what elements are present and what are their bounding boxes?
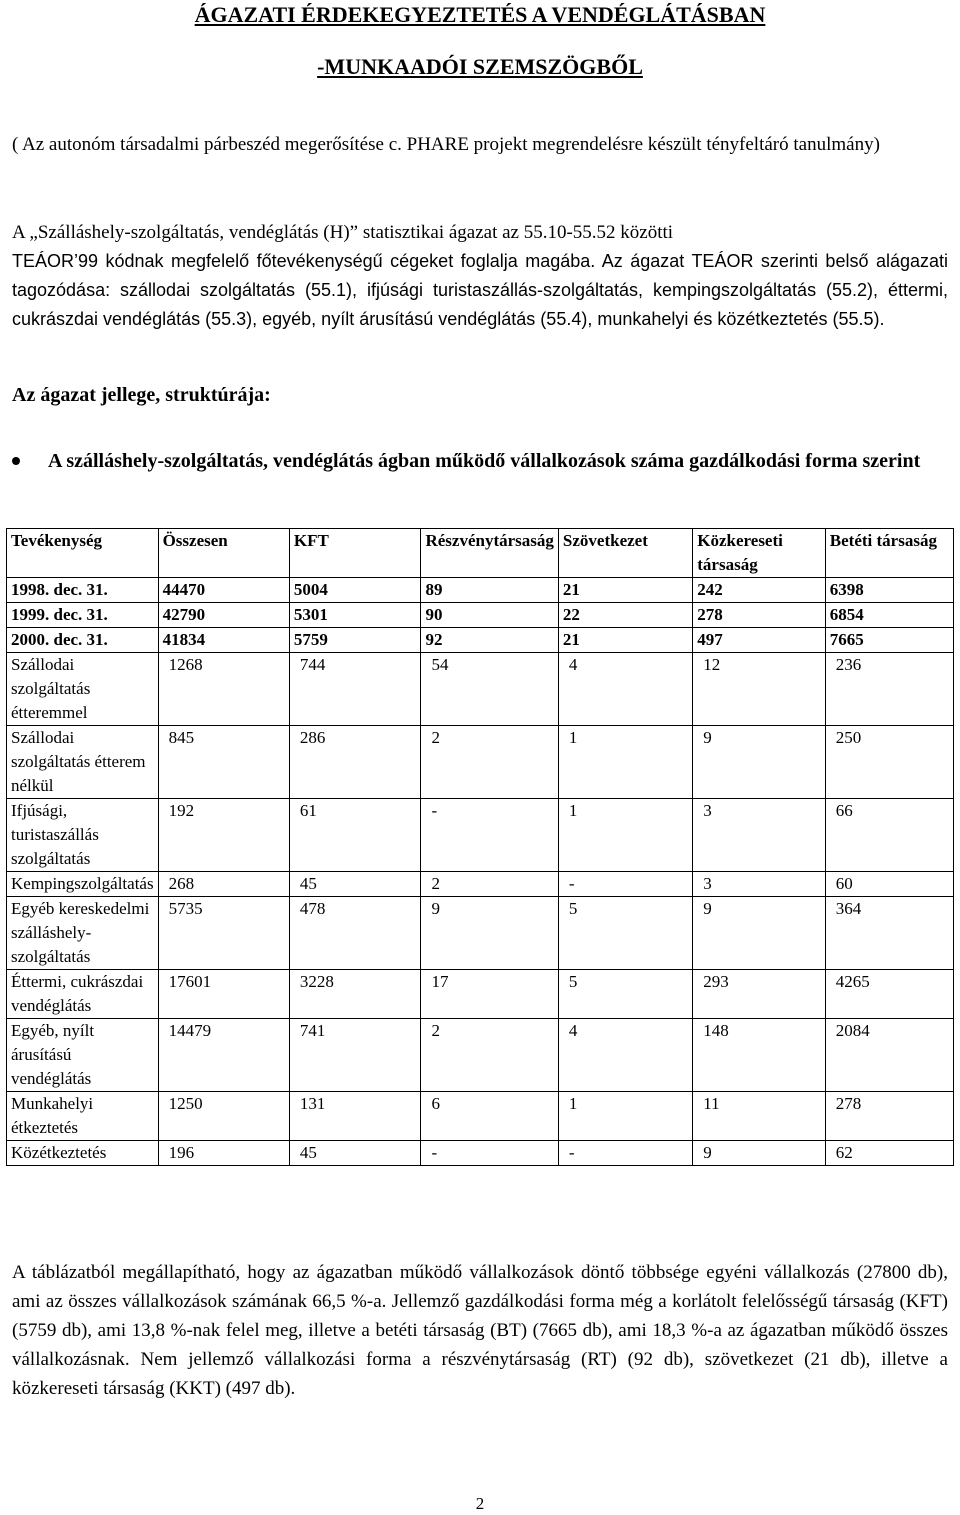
table-row [7, 653, 954, 726]
section-heading: Az ágazat jellege, struktúrája: [12, 384, 271, 406]
table-row [7, 726, 954, 799]
table-row [7, 578, 954, 603]
table-cell: 5004 [289, 578, 421, 603]
table-cell: 44470 [158, 578, 289, 603]
sector-paragraph-line1: A „Szálláshely-szolgáltatás, vendéglátás (H)” statisztikai ágazat az 55.10-55.52 közötti [12, 222, 674, 243]
row-label: 1999. dec. 31. [7, 603, 159, 628]
column-header: Részvénytársaság [421, 529, 558, 578]
table-cell: 6854 [825, 603, 953, 628]
row-label: Munkahelyi étkeztetés [7, 1092, 159, 1141]
document-title: ÁGAZATI ÉRDEKEGYEZTETÉS A VENDÉGLÁTÁSBAN [194, 2, 766, 27]
table-cell: 17 [421, 970, 558, 1019]
table-cell: 22 [558, 603, 692, 628]
row-label: Közétkeztetés [7, 1141, 159, 1166]
table-cell: 2084 [825, 1019, 953, 1092]
table-cell: 196 [158, 1141, 289, 1166]
table-cell: 131 [289, 1092, 421, 1141]
table-cell: 148 [693, 1019, 826, 1092]
table-cell: 278 [693, 603, 826, 628]
sector-paragraph: TEÁOR’99 kódnak megfelelő főtevékenységű cégeket foglalja magába. Az ágazat TEÁOR szerinti belső alágazati tagozódása: szállodai szolgáltatás (55.1), ifjúsági turistaszállás-szolgáltatás, kempingszolgáltatás (55.2), éttermi, cukrászdai vendéglátás (55.3), egyéb, nyílt árusítású vendéglátás (55.4), munkahelyi és közétkeztetés (55.5). [12, 251, 948, 329]
table-cell: 9 [693, 897, 826, 970]
row-label: Ifjúsági, turistaszállás szolgáltatás [7, 799, 159, 872]
table-cell: 268 [158, 872, 289, 897]
table-row [7, 970, 954, 1019]
table-header-row [7, 529, 954, 578]
table-cell: 3 [693, 872, 826, 897]
table-cell: 364 [825, 897, 953, 970]
table-cell: 1 [558, 799, 692, 872]
table-cell: 478 [289, 897, 421, 970]
column-header: Tevékenység [7, 529, 159, 578]
table-cell: - [421, 799, 558, 872]
intro-paragraph: ( Az autonóm társadalmi párbeszéd megerősítése c. PHARE projekt megrendelésre készült tényfeltáró tanulmány) [12, 134, 880, 155]
table-cell: 286 [289, 726, 421, 799]
table-cell: 89 [421, 578, 558, 603]
table-cell: 6398 [825, 578, 953, 603]
table-row [7, 628, 954, 653]
table-cell: - [558, 872, 692, 897]
document-subtitle: -MUNKAADÓI SZEMSZÖGBŐL [317, 54, 643, 79]
table-row [7, 1019, 954, 1092]
column-header: Szövetkezet [558, 529, 692, 578]
table-cell: 60 [825, 872, 953, 897]
column-header: Összesen [158, 529, 289, 578]
table-row [7, 1092, 954, 1141]
table-cell: 45 [289, 872, 421, 897]
table-cell: 42790 [158, 603, 289, 628]
table-cell: 17601 [158, 970, 289, 1019]
row-label: Egyéb kereskedelmi szálláshely-szolgáltatás [7, 897, 159, 970]
table-cell: 62 [825, 1141, 953, 1166]
table-cell: 21 [558, 628, 692, 653]
table-cell: 45 [289, 1141, 421, 1166]
table-cell: 12 [693, 653, 826, 726]
table-row [7, 897, 954, 970]
row-label: Szállodai szolgáltatás étterem nélkül [7, 726, 159, 799]
table-cell: 4 [558, 653, 692, 726]
table-cell: 7665 [825, 628, 953, 653]
table-cell: 5735 [158, 897, 289, 970]
table-cell: 1268 [158, 653, 289, 726]
table-cell: 192 [158, 799, 289, 872]
table-cell: 845 [158, 726, 289, 799]
table-cell: 5301 [289, 603, 421, 628]
enterprise-table [6, 528, 954, 1166]
table-cell: 744 [289, 653, 421, 726]
table-cell: 66 [825, 799, 953, 872]
conclusion-paragraph: A táblázatból megállapítható, hogy az ágazatban működő vállalkozások döntő többsége egyéni vállalkozás (27800 db), ami az összes vállalkozások számának 66,5 %-a. Jellemző gazdálkodási forma még a korlátolt felelősségű társaság (KFT) (5759 db), ami 13,8 %-nak felel meg, illetve a betéti társaság (BT) (7665 db), ami 18,3 %-a az ágazatban működő összes vállalkozásnak. Nem jellemző vállalkozási forma a részvénytársaság (RT) (92 db), szövetkezet (21 db), illetve a közkereseti társaság (KKT) (497 db). [12, 1262, 948, 1399]
table-row [7, 1141, 954, 1166]
table-cell: 497 [693, 628, 826, 653]
table-cell: 250 [825, 726, 953, 799]
table-cell: 92 [421, 628, 558, 653]
table-cell: 11 [693, 1092, 826, 1141]
table-cell: 293 [693, 970, 826, 1019]
table-cell: 2 [421, 726, 558, 799]
table-cell: 1 [558, 1092, 692, 1141]
row-label: 1998. dec. 31. [7, 578, 159, 603]
table-cell: 9 [693, 1141, 826, 1166]
row-label: Szállodai szolgáltatás étteremmel [7, 653, 159, 726]
column-header: Betéti társaság [825, 529, 953, 578]
table-cell: 4265 [825, 970, 953, 1019]
table-cell: 21 [558, 578, 692, 603]
bullet-text: A szálláshely-szolgáltatás, vendéglátás ágban működő vállalkozások száma gazdálkodási forma szerint [48, 450, 921, 472]
row-label: 2000. dec. 31. [7, 628, 159, 653]
column-header: KFT [289, 529, 421, 578]
table-cell: 9 [693, 726, 826, 799]
table-cell: 278 [825, 1092, 953, 1141]
table-cell: 236 [825, 653, 953, 726]
table-cell: - [421, 1141, 558, 1166]
table-cell: 61 [289, 799, 421, 872]
table-cell: 3 [693, 799, 826, 872]
table-cell: 9 [421, 897, 558, 970]
table-cell: 741 [289, 1019, 421, 1092]
table-cell: 90 [421, 603, 558, 628]
column-header: Közkereseti társaság [693, 529, 826, 578]
table-row [7, 799, 954, 872]
table-row [7, 872, 954, 897]
table-cell: 5 [558, 970, 692, 1019]
table-cell: 2 [421, 1019, 558, 1092]
table-cell: 54 [421, 653, 558, 726]
table-cell: 14479 [158, 1019, 289, 1092]
table-cell: 5759 [289, 628, 421, 653]
row-label: Egyéb, nyílt árusítású vendéglátás [7, 1019, 159, 1092]
table-cell: 1250 [158, 1092, 289, 1141]
page-number: 2 [475, 1494, 485, 1513]
table-cell: 4 [558, 1019, 692, 1092]
table-cell: 1 [558, 726, 692, 799]
table-cell: 6 [421, 1092, 558, 1141]
row-label: Éttermi, cukrászdai vendéglátás [7, 970, 159, 1019]
table-cell: 5 [558, 897, 692, 970]
row-label: Kempingszolgáltatás [7, 872, 159, 897]
table-cell: - [558, 1141, 692, 1166]
table-cell: 3228 [289, 970, 421, 1019]
table-cell: 41834 [158, 628, 289, 653]
table-row [7, 603, 954, 628]
bullet-icon [12, 457, 20, 465]
table-cell: 2 [421, 872, 558, 897]
table-cell: 242 [693, 578, 826, 603]
